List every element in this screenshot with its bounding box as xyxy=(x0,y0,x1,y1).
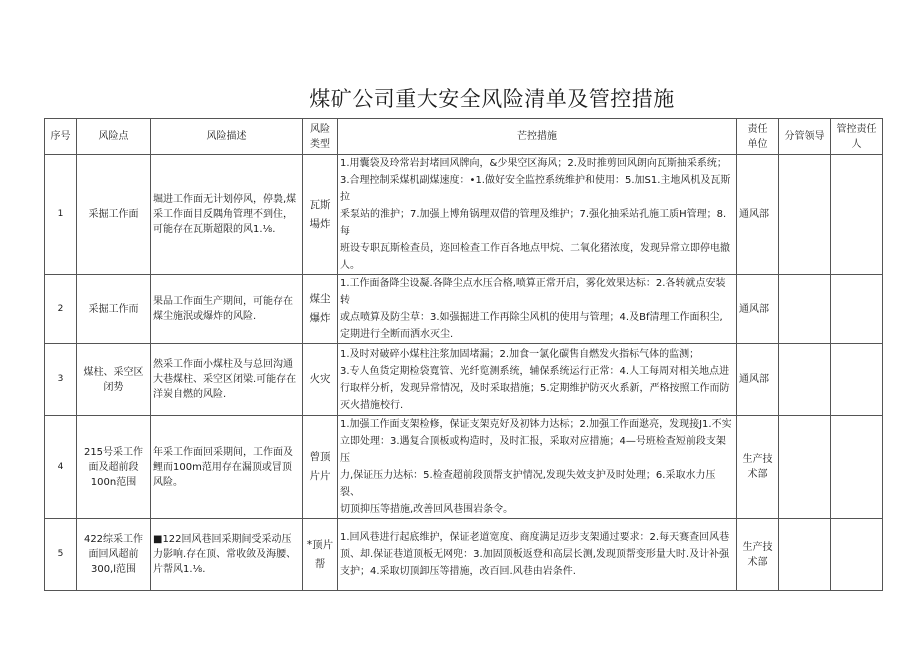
risk-type-line: 煤尘 xyxy=(309,293,331,305)
header-resp-unit-line1: 责任 xyxy=(747,123,768,135)
measure-line: 1.及时对破碎小煤柱注浆加固堵漏；2.加食一氯化碳售自燃发火指标气体的监测； xyxy=(340,348,700,360)
row-person xyxy=(831,275,883,344)
risk-type-line: 爆炸 xyxy=(309,312,331,324)
row-risk-type xyxy=(303,344,338,416)
row-risk-desc: 堀进工作面无计划停风，停裊,煤采工作面目反隅角管理不到住，可能存在瓦斯超限的风1.⅛. xyxy=(151,155,303,275)
measure-line: 灭火措施校行. xyxy=(340,399,404,411)
row-seq: 4 xyxy=(45,416,77,519)
measure-line: 1.回风巷进行起底维护，保证老道宽度、商度满足迈步支架通过要求：2.每天赛查回风巷 xyxy=(340,532,730,543)
risk-type-line: 火灾 xyxy=(309,373,331,385)
row-leader xyxy=(779,416,831,519)
row-resp-unit: 通风部 xyxy=(737,155,779,275)
measure-line: 支护；4.采取切顶卸压等措施，改百回.风巷由岩条件. xyxy=(340,566,576,577)
table-row xyxy=(45,519,883,591)
row-person xyxy=(831,155,883,275)
row-measures xyxy=(338,155,737,275)
document-title: 煤矿公司重大安全风险清单及管控措施 xyxy=(309,87,675,111)
row-risk-desc: ■122回风巷回采期间受采动压力影响.存在顶、常收敛及海腰、片帮风1.⅛. xyxy=(151,519,303,591)
row-measures xyxy=(338,416,737,519)
row-seq: 2 xyxy=(45,275,77,344)
row-risk-point: 煤柱、采空区闭势 xyxy=(77,344,151,416)
table-row xyxy=(45,275,883,344)
row-seq: 5 xyxy=(45,519,77,591)
measure-line: 1.工作面备降尘设凝.各降尘点水压合格,喷算正常开启，雾化效果达标：2.各转就点安装转 xyxy=(340,278,726,306)
row-risk-type xyxy=(303,155,338,275)
table-header-row xyxy=(45,119,883,155)
measure-line: 人。 xyxy=(340,260,360,271)
measure-line: 顶、却.保证巷道顶板无网兜：3.加固顶板返登和高层长测,发现顶帮变形量大时.及计补强 xyxy=(340,549,730,560)
measure-line: 行取样分析，发现异常情况，及时采取措施；5.定期维护防灭火系新，严格按照工作而防 xyxy=(340,382,730,394)
row-resp-unit: 通风部 xyxy=(737,275,779,344)
measure-line: 立即处理：3.遇复合顶板或构造时，及时汇报，采取对应措施；4—号班检查短前段支架压 xyxy=(340,436,726,464)
header-leader: 分管领导 xyxy=(779,119,831,155)
row-measures xyxy=(338,344,737,416)
measure-line: 定期进行全断而洒水灭尘. xyxy=(340,329,454,340)
measure-line: 切顶抑压等措施,改善回风巷围岩条令。 xyxy=(340,504,514,515)
header-person xyxy=(831,119,883,155)
header-seq: 序号 xyxy=(45,119,77,155)
header-person-line1: 管控责任 xyxy=(836,123,877,135)
row-leader xyxy=(779,155,831,275)
row-leader xyxy=(779,519,831,591)
measure-line: 3.专人鱼货定期检袋寬管、光纤览测系统，辅保系统运行正常：4.人工每周对相关地点进 xyxy=(340,365,730,377)
table-row xyxy=(45,155,883,275)
risk-type-line: 片片 xyxy=(309,470,331,482)
measure-line: 1.用囊袋及玲常岩封堵回风牌向，&少果空区海风；2.及时推剪回风朗向瓦斯抽采系统； xyxy=(340,158,727,169)
measure-line: 1.加强工作面支架检修，保证支架克好及初钵力达标；2.加强工作面逖亮，发现接J1.不实 xyxy=(340,419,732,430)
risk-type-line: 帮 xyxy=(314,557,326,570)
row-person xyxy=(831,344,883,416)
measure-line: 力,保证压力达标：5.检查超前段顶帮支护情况,发现失效支护及时处理；6.采取水力压裂、 xyxy=(340,470,716,498)
table-row xyxy=(45,344,883,416)
header-resp-unit-line2: 单位 xyxy=(747,138,768,150)
measure-line: 班设专职瓦斯检查员，迩回检查工作百各地点甲烷、二氧化猪浓度，发现异常立即停电撤 xyxy=(340,243,730,254)
table-row xyxy=(45,416,883,519)
header-risk-desc: 风险描述 xyxy=(151,119,303,155)
row-resp-unit: 通风部 xyxy=(737,344,779,416)
row-risk-desc: 果品工作面生产期间，可能存在煤尘施泯或爆炸的风险. xyxy=(151,275,303,344)
row-risk-desc: 然采工作面小煤柱及与总回沟通大巷煤柱、采空区闭梁.可能存在洋炭自燃的风险. xyxy=(151,344,303,416)
row-seq: 3 xyxy=(45,344,77,416)
risk-type-line: 瓦斯 xyxy=(309,198,331,211)
row-leader xyxy=(779,275,831,344)
header-risk-type xyxy=(303,119,338,155)
row-risk-type xyxy=(303,519,338,591)
header-risk-type-line2: 类型 xyxy=(310,138,330,150)
measure-line: 釆泵站的淮护；7.加强上博角锅理双借的管理及维护；7.强化抽采站孔施工质H管理；8.每 xyxy=(340,209,727,237)
row-measures xyxy=(338,519,737,591)
measure-line: 3.合理控制采煤机副煤速度：•1.做好安全监控系统维护和使用：5.加S1.主地风机及瓦斯拉 xyxy=(340,175,731,203)
row-resp-unit: 生产技术部 xyxy=(737,519,779,591)
header-person-line2: 人 xyxy=(851,138,862,150)
row-risk-desc: 年采工作面回采期间，工作面及鲤而100m范用存在漏顶或冒顶风险。 xyxy=(151,416,303,519)
row-risk-point: 215号采工作面及超前段100n范围 xyxy=(77,416,151,519)
risk-type-line: 曾顶 xyxy=(309,451,331,463)
row-seq: 1 xyxy=(45,155,77,275)
header-risk-type-line1: 风险 xyxy=(310,123,330,135)
row-person xyxy=(831,416,883,519)
row-measures xyxy=(338,275,737,344)
row-leader xyxy=(779,344,831,416)
row-risk-point: 采掘工作而 xyxy=(77,275,151,344)
header-measures: 芒控措施 xyxy=(338,119,737,155)
row-risk-type xyxy=(303,275,338,344)
row-person xyxy=(831,519,883,591)
row-risk-type xyxy=(303,416,338,519)
row-risk-point: 422综采工作面回风超前300,l范围 xyxy=(77,519,151,591)
header-risk-point: 风险点 xyxy=(77,119,151,155)
risk-table xyxy=(44,118,883,591)
row-resp-unit: 生产技术部 xyxy=(737,416,779,519)
risk-type-line: 場炸 xyxy=(309,217,331,230)
header-resp-unit xyxy=(737,119,779,155)
measure-line: 或点喷算及防尘草：3.如强掘进工作再除尘风机的使用与管理；4.及Bf清理工作面积尘, xyxy=(340,312,723,323)
risk-type-line: *顶片 xyxy=(306,538,334,551)
row-risk-point: 采掘工作面 xyxy=(77,155,151,275)
